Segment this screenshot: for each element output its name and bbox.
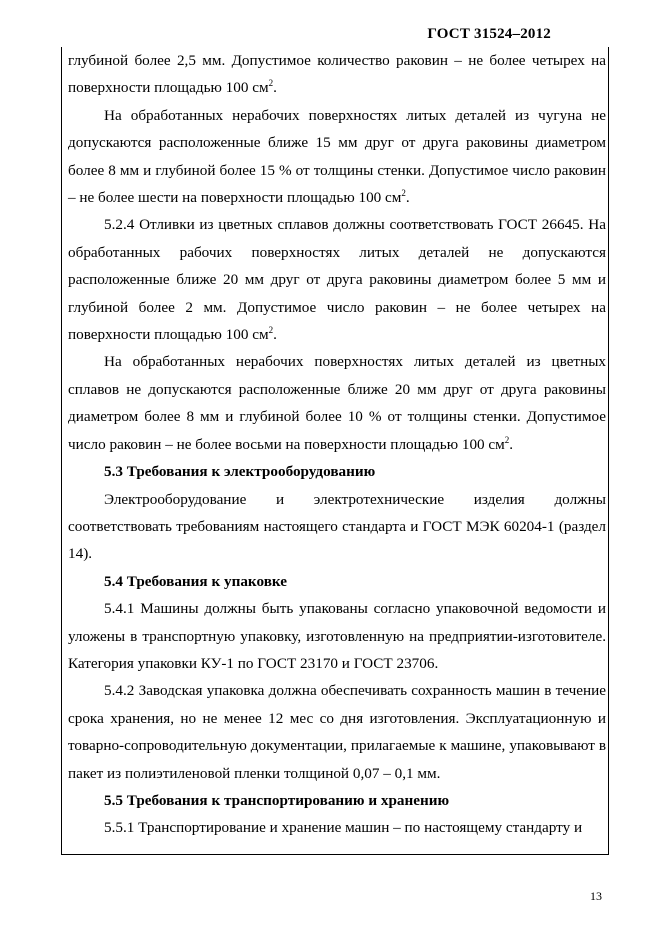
superscript: 2 xyxy=(268,325,274,336)
paragraph-text: На обработанных нерабочих поверхностях литых деталей из чугуна не допускаются расположенные ближе 15 мм друг от друга раковины диаметром более 8 мм и глубиной более 15 % от толщины стенки. Допустимое число раковин – не более шести на поверхности площадью 100 см xyxy=(68,106,606,207)
paragraph-nonferrous xyxy=(68,348,606,458)
paragraph-tail: . xyxy=(273,79,277,97)
superscript: 2 xyxy=(504,434,510,445)
paragraph-tail: . xyxy=(509,435,514,453)
paragraph-5-2-4 xyxy=(68,211,606,348)
section-heading-5-3: 5.3 Требования к электрооборудованию xyxy=(104,463,376,481)
paragraph-text: На обработанных нерабочих поверхностях литых деталей из цветных сплавов не допускаются расположенные ближе 20 мм друг от друга раковины диаметром более 8 мм и глубиной более 10 % от толщины стенки. Допустимое число раковин – не более восьми на поверхности площадью 100 см xyxy=(68,353,606,453)
paragraph-5-4-2: 5.4.2 Заводская упаковка должна обеспечивать сохранность машин в течение срока хранения, но не менее 12 мес со дня изготовления. Эксплуатационную и товарно-сопроводительную документации, прилагаемые к машине, упаковывают в пакет из полиэтиленовой пленки толщиной 0,07 – 0,1 мм. xyxy=(68,682,606,782)
paragraph-text: глубиной более 2,5 мм. Допустимое количество раковин – не более четырех на поверхности площадью 100 см xyxy=(68,52,606,97)
page-number: 13 xyxy=(590,889,602,903)
superscript: 2 xyxy=(268,78,274,89)
superscript: 2 xyxy=(401,188,406,199)
section-heading-5-4: 5.4 Требования к упаковке xyxy=(104,572,288,590)
paragraph-pits-limit xyxy=(68,47,606,102)
section-heading-5-5: 5.5 Требования к транспортированию и хранению xyxy=(104,791,450,809)
paragraph-tail: . xyxy=(405,189,410,207)
paragraph-text: 5.2.4 Отливки из цветных сплавов должны соответствовать ГОСТ 26645. На обработанных рабочих поверхностях литых деталей не допускаются расположенные ближе 20 мм друг от друга раковины диаметром более 5 мм и глубиной более 2 мм. Допустимое число раковин – не более четырех на поверхности площадью 100 см xyxy=(68,216,606,344)
page-body xyxy=(68,47,606,842)
paragraph-tail: . xyxy=(273,326,277,344)
paragraph-electrical: Электрооборудование и электротехнические изделия должны соответствовать требованиям настоящего стандарта и ГОСТ МЭК 60204-1 (раздел 14). xyxy=(68,490,606,563)
paragraph-5-4-1: 5.4.1 Машины должны быть упакованы согласно упаковочной ведомости и уложены в транспортную упаковку, изготовленную на предприятии-изготовителе. Категория упаковки КУ-1 по ГОСТ 23170 и ГОСТ 23706. xyxy=(68,600,606,672)
document-code: ГОСТ 31524–2012 xyxy=(427,26,551,42)
paragraph-cast-iron xyxy=(68,102,606,212)
paragraph-5-5-1: 5.5.1 Транспортирование и хранение машин – по настоящему стандарту и xyxy=(104,819,583,837)
